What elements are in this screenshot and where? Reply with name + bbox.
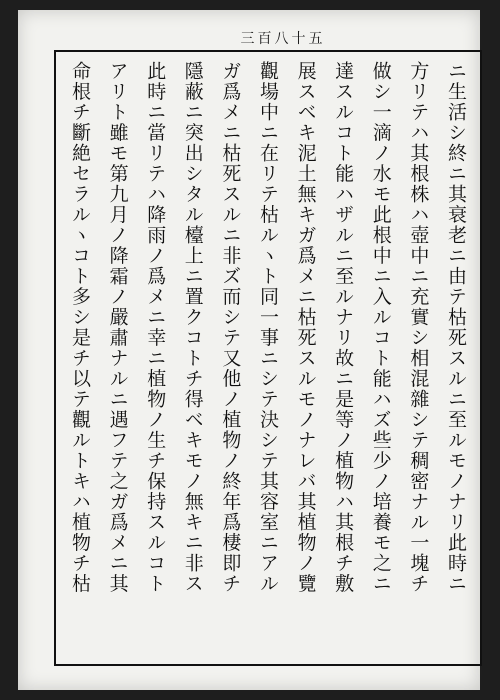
text-column-6: 觀場中ニ在リテ枯ルヽト同一事ニシテ決シテ其容室ニアル bbox=[256, 61, 279, 594]
text-frame bbox=[54, 50, 482, 666]
text-column-1: ニ生活シ終ニ其衰老ニ由テ枯死スルニ至ルモノナリ此時ニ bbox=[444, 61, 467, 594]
text-column-7: ガ爲メニ枯死スルニ非ズ而シテ又他ノ植物ノ終年爲棲即チ bbox=[219, 61, 242, 594]
text-columns bbox=[64, 61, 472, 659]
text-column-10: アリト雖モ第九月ノ降霜ノ嚴肅ナルニ遇フテ之ガ爲メニ其 bbox=[106, 61, 129, 594]
book-page bbox=[18, 10, 480, 690]
text-column-4: 達スルコト能ハザルニ至ルナリ故ニ是等ノ植物ハ其根チ敷 bbox=[332, 61, 355, 594]
text-column-5: 展スベキ泥土無キガ爲メニ枯死スルモノナレバ其植物ノ覽 bbox=[294, 61, 317, 594]
text-column-11: 命根チ斷絶セラルヽコト多シ是チ以テ觀ルトキハ植物チ枯 bbox=[69, 61, 91, 594]
text-column-9: 此時ニ當リテハ降雨ノ爲メニ幸ニ植物ノ生チ保持スルコト bbox=[144, 61, 167, 594]
text-column-3: 做シ一滴ノ水モ此根中ニ入ルコト能ハズ些少ノ培養モ之ニ bbox=[369, 61, 392, 594]
text-column-8: 隱蔽ニ突出シタル檯上ニ置クコトチ得ベキモノ無キニ非ス bbox=[181, 61, 204, 594]
page-number-header: 三百八十五 bbox=[240, 31, 326, 47]
text-column-2: 方リテハ其根株ハ壺中ニ充實シ相混雜シテ稠密ナル一塊チ bbox=[407, 61, 430, 594]
